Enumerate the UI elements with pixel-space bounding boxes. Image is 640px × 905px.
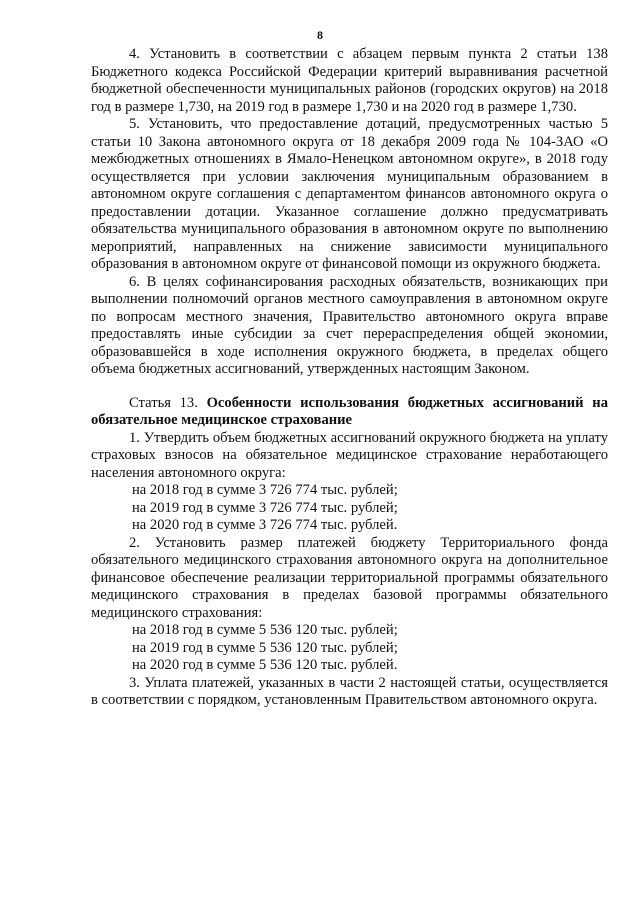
page-number: 8	[317, 28, 323, 42]
paragraph-5: 5. Установить, что предоставление дотаций, предусмотренных частью 5 статьи 10 Закона автономного округа от 18 декабря 2009 года № 104-ЗАО «О межбюджетных отношениях в Ямало-Ненецком автономном округе», в 2018 году осуществляется при условии заключения муниципальным образованием в автономном округе соглашения с департаментом финансов автономного округа о предоставлении дотации. Указанное соглашение должно предусматривать обязательства муниципального образования в автономном округе по выполнению мероприятий, направленных на снижение зависимости муниципального образования в автономном округе от финансовой помощи из окружного бюджета.	[91, 116, 608, 272]
clause-2-item-2020: на 2020 год в сумме 5 536 120 тыс. рублей.	[132, 657, 398, 673]
clause-2: 2. Установить размер платежей бюджету Территориального фонда обязательного медицинского страхования автономного округа на дополнительное финансовое обеспечение реализации территориальной программы обязательного медицинского страхования в пределах базовой программы обязательного медицинского страхования:	[91, 534, 608, 621]
clause-2-item-2018: на 2018 год в сумме 5 536 120 тыс. рублей;	[132, 622, 398, 638]
article-title: Особенности использования бюджетных ассигнований на обязательное медицинское страхование	[91, 394, 608, 428]
clause-1: 1. Утвердить объем бюджетных ассигнований окружного бюджета на уплату страховых взносов на обязательное медицинское страхование неработающего населения автономного округа:	[91, 429, 608, 481]
paragraph-4: 4. Установить в соответствии с абзацем первым пункта 2 статьи 138 Бюджетного кодекса Российской Федерации критерий выравнивания расчетной бюджетной обеспеченности муниципальных районов (городских округов) на 2018 год в размере 1,730, на 2019 год в размере 1,730 и на 2020 год в размере 1,730.	[91, 46, 608, 115]
section-gap	[91, 379, 608, 395]
clause-1-item-2018: на 2018 год в сумме 3 726 774 тыс. рублей;	[132, 482, 398, 498]
clause-1-item-2020: на 2020 год в сумме 3 726 774 тыс. рублей.	[132, 517, 398, 533]
document-body	[91, 46, 608, 710]
clause-1-item-2019: на 2019 год в сумме 3 726 774 тыс. рублей;	[132, 499, 398, 516]
article-label: Статья 13.	[129, 394, 198, 411]
paragraph-6: 6. В целях софинансирования расходных обязательств, возникающих при выполнении полномочий органов местного самоуправления в автономном округе по вопросам местного значения, Правительство автономного округа вправе предоставлять иные субсидии за счет перераспределения общей экономии, образовавшейся в ходе исполнения окружного бюджета, в пределах общего объема бюджетных ассигнований, утвержденных настоящим Законом.	[91, 273, 608, 377]
clause-2-item-2019: на 2019 год в сумме 5 536 120 тыс. рублей;	[132, 639, 398, 656]
article-heading	[91, 395, 608, 430]
clause-3: 3. Уплата платежей, указанных в части 2 настоящей статьи, осуществляется в соответствии с порядком, установленным Правительством автономного округа.	[91, 674, 608, 708]
